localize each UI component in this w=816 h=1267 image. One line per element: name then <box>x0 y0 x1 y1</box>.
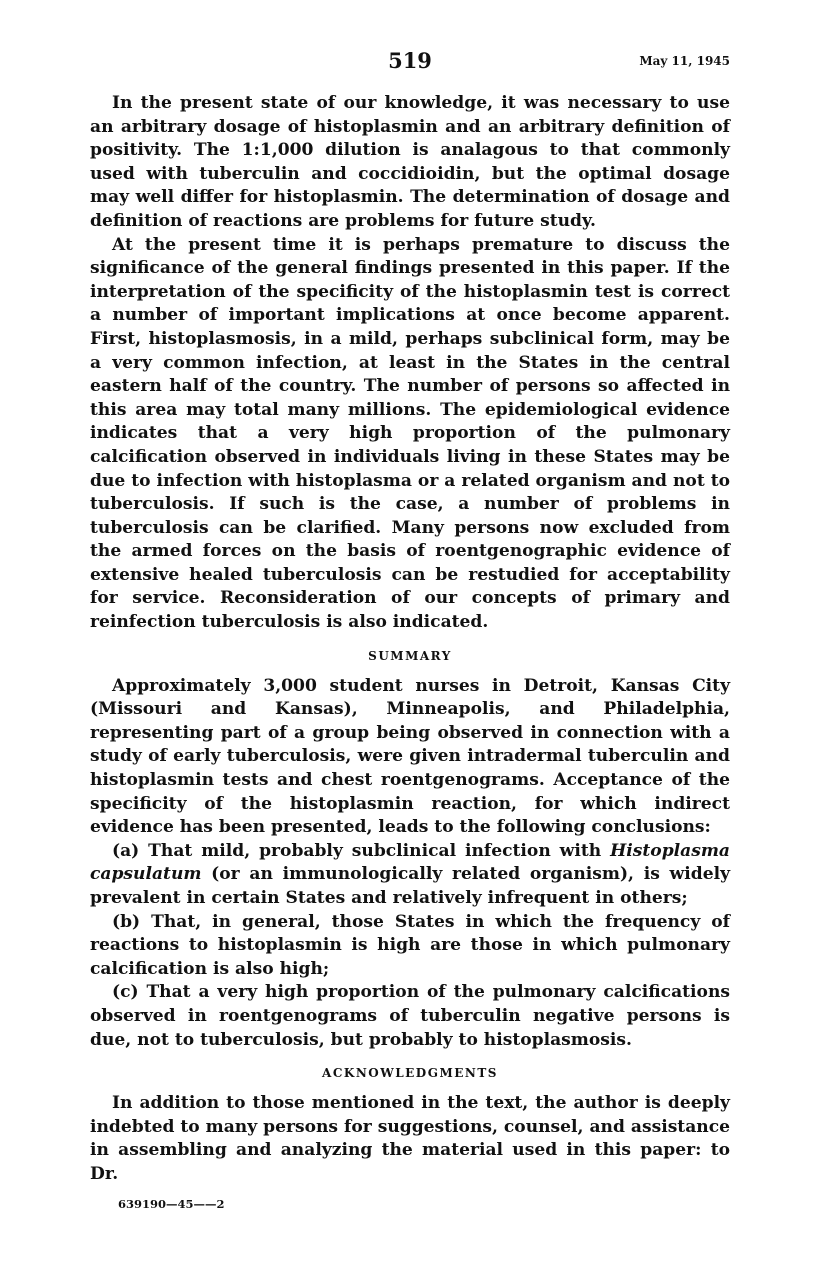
summary-intro: Approximately 3,000 student nurses in Detroit, Kansas City (Missouri and Kansas), Minneapolis, and Philadelphia, representing part of a group being observed in connection with a study of early tuberculosis, were given intradermal tuberculin and histoplasmin tests and chest roentgenograms. Acceptance of the specificity of the histoplasmin reaction, for which indirect evidence has been presented, leads to the following conclusions: <box>90 675 730 838</box>
page <box>90 48 730 1211</box>
organism-name: Histoplasma capsulatum <box>90 840 730 885</box>
acknowledgments-heading: ACKNOWLEDGMENTS <box>322 1066 498 1081</box>
issue-date: May 11, 1945 <box>639 54 730 68</box>
body-paragraph: In the present state of our knowledge, it was necessary to use an arbitrary dosage of histoplasmin and an arbitrary definition of positivity. The 1:1,000 dilution is analagous to that commonly used with tuberculin and coccidioidin, but the optimal dosage may well differ for histoplasmin. The determination of dosage and definition of reactions are problems for future study. <box>90 93 730 231</box>
acknowledgments-text: In addition to those mentioned in the text, the author is deeply indebted to many persons for suggestions, counsel, and assistance in assembling and analyzing the material used in this paper: to Dr. <box>90 1093 730 1184</box>
summary-heading: SUMMARY <box>368 648 452 663</box>
body-paragraph: At the present time it is perhaps premature to discuss the significance of the general findings presented in this paper. If the interpretation of the specificity of the histoplasmin test is correct a number of important implications at once become apparent. First, histoplasmosis, in a mild, perhaps subclinical form, may be a very common infection, at least in the States in the central eastern half of the country. The number of persons so affected in this area may total many millions. The epidemiological evidence indicates that a very high proportion of the pulmonary calcification observed in individuals living in these States may be due to infection with histoplasma or a related organism and not to tuberculosis. If such is the case, a number of problems in tuberculosis can be clarified. Many persons now excluded from the armed forces on the basis of roentgenographic evidence of extensive healed tuberculosis can be restudied for acceptability for service. Reconsideration of our concepts of primary and reinfection tuberculosis is also indicated. <box>90 234 730 633</box>
conclusion-a-prefix: (a) That mild, probably subclinical infection with <box>112 840 611 861</box>
summary-conclusion-b: (b) That, in general, those States in which the frequency of reactions to histoplasmin is high are those in which pulmonary calcification is also high; <box>90 911 730 979</box>
summary-conclusion-a <box>90 840 730 911</box>
conclusion-a-suffix: (or an immunologically related organism), is widely prevalent in certain States and relatively infrequent in others; <box>90 864 730 908</box>
summary-conclusion-c: (c) That a very high proportion of the pulmonary calcifications observed in roentgenograms of tuberculin negative persons is due, not to tuberculosis, but probably to histoplasmosis. <box>90 982 730 1050</box>
page-number: 519 <box>388 48 432 73</box>
page-header <box>90 48 730 78</box>
print-code: 639190—45——2 <box>118 1196 225 1211</box>
